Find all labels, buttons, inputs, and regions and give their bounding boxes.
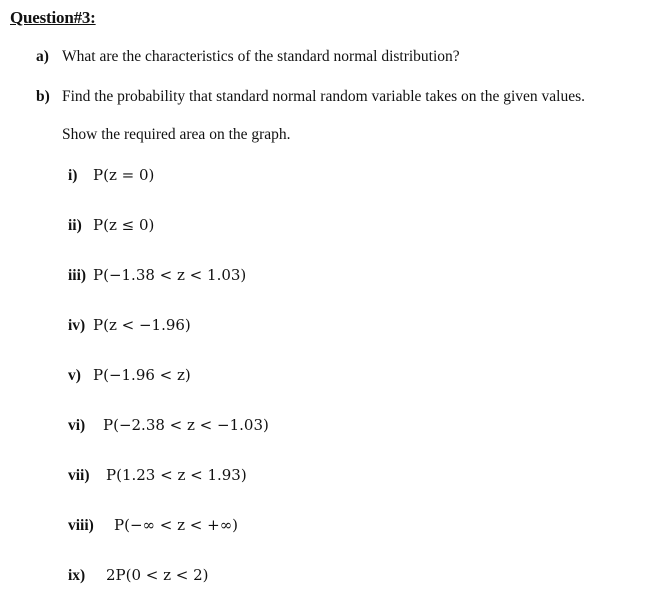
item-iii bbox=[68, 266, 246, 285]
item-label: v) bbox=[68, 367, 81, 384]
item-label: iv) bbox=[68, 317, 86, 334]
item-v bbox=[68, 366, 191, 385]
item-ii bbox=[68, 216, 154, 235]
item-label: vi) bbox=[68, 417, 86, 434]
item-expression: 2P(0 < z < 2) bbox=[106, 566, 209, 584]
item-label: ii) bbox=[68, 217, 82, 234]
part-a-label: a) bbox=[36, 48, 49, 65]
item-expression: P(z ≤ 0) bbox=[93, 216, 155, 234]
item-expression: P(−1.96 < z) bbox=[93, 366, 191, 384]
item-viii bbox=[68, 516, 238, 535]
question-title: Question#3: bbox=[10, 8, 96, 27]
item-expression: P(z < −1.96) bbox=[93, 316, 191, 334]
item-label: iii) bbox=[68, 267, 87, 284]
item-expression: P(−2.38 < z < −1.03) bbox=[103, 416, 269, 434]
part-b-instruction: Show the required area on the graph. bbox=[62, 126, 291, 143]
item-ix bbox=[68, 566, 209, 585]
item-expression: P(1.23 < z < 1.93) bbox=[106, 466, 247, 484]
item-label: ix) bbox=[68, 567, 86, 584]
item-expression: P(z = 0) bbox=[93, 166, 155, 184]
item-expression: P(−1.38 < z < 1.03) bbox=[93, 266, 247, 284]
part-b-text: Find the probability that standard normal random variable takes on the given values. bbox=[62, 88, 585, 105]
item-i bbox=[68, 166, 154, 185]
item-label: viii) bbox=[68, 517, 94, 534]
part-b bbox=[36, 88, 585, 106]
item-label: vii) bbox=[68, 467, 90, 484]
part-a-text: What are the characteristics of the standard normal distribution? bbox=[62, 48, 460, 65]
item-label: i) bbox=[68, 167, 78, 184]
item-vi bbox=[68, 416, 269, 435]
item-vii bbox=[68, 466, 247, 485]
item-expression: P(−∞ < z < +∞) bbox=[114, 516, 239, 534]
part-a bbox=[36, 48, 460, 66]
item-iv bbox=[68, 316, 191, 335]
part-b-label: b) bbox=[36, 88, 50, 105]
